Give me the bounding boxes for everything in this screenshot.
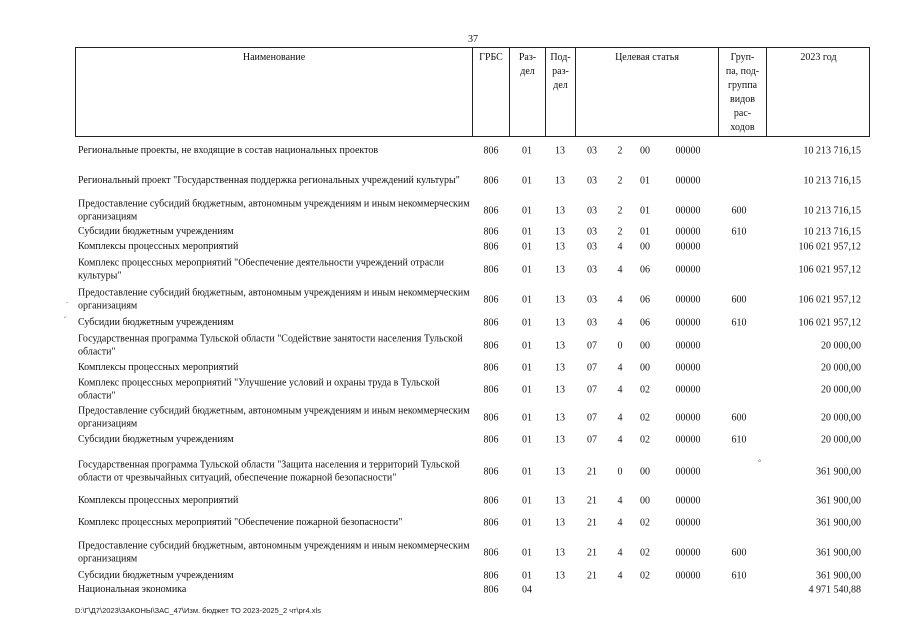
header-razdel: Раз- дел: [509, 48, 545, 136]
table-row: [0, 226, 905, 238]
cell-c2: 4: [617, 264, 623, 276]
row-name: Комплекс процессных мероприятий "Обеспечение деятельности учреждений отрасли культуры": [78, 257, 444, 281]
row-name: Комплексы процессных мероприятий: [78, 240, 239, 252]
cell-pr: 13: [555, 205, 565, 217]
cell-rz: 01: [522, 434, 532, 446]
file-path-footer: D:\Г\Д7\2023\ЗАКОНЫ\ЗАС_47\Изм. бюджет ТО 2023-2025_2 чт\рг4.xls: [75, 606, 321, 615]
cell-pr: 13: [555, 517, 565, 529]
table-row: [0, 405, 905, 431]
cell-rz: 01: [522, 294, 532, 306]
cell-grbs: 806: [483, 584, 499, 596]
cell-grbs: 806: [483, 384, 499, 396]
cell-rz: 01: [522, 466, 532, 478]
cell-amount: 20 000,00: [821, 384, 861, 396]
cell-c3: 00: [640, 362, 650, 374]
cell-grbs: 806: [483, 175, 499, 187]
cell-c3: 06: [640, 317, 650, 329]
cell-grbs: 806: [483, 145, 499, 157]
cell-rz: 01: [522, 264, 532, 276]
table-row: [0, 333, 905, 359]
cell-c4: 00000: [675, 466, 701, 478]
row-name: Предоставление субсидий бюджетным, автономным учреждениям и иным некоммерческим организациям: [78, 405, 470, 429]
header-expense-group: Груп- па, под- группа видов рас- ходов: [718, 48, 766, 136]
cell-pr: 13: [555, 340, 565, 352]
cell-c1: 21: [587, 547, 597, 559]
cell-amount: 361 900,00: [816, 547, 861, 559]
cell-c3: 02: [640, 547, 650, 559]
cell-grbs: 806: [483, 466, 499, 478]
cell-c4: 00000: [675, 362, 701, 374]
cell-c2: 4: [617, 412, 623, 424]
cell-grbs: 806: [483, 205, 499, 217]
cell-c1: 21: [587, 495, 597, 507]
cell-amount: 106 021 957,12: [798, 317, 861, 329]
header-year: 2023 год: [766, 48, 870, 136]
cell-c2: 4: [617, 570, 623, 582]
cell-grbs: 806: [483, 241, 499, 253]
table-row: [0, 144, 905, 158]
cell-vr: 600: [731, 205, 747, 217]
page-number: 37: [468, 34, 478, 45]
cell-c3: 00: [640, 495, 650, 507]
cell-c2: 4: [617, 241, 623, 253]
row-name: Региональный проект "Государственная поддержка региональных учреждений культуры": [78, 174, 460, 186]
cell-c2: 4: [617, 434, 623, 446]
cell-c4: 00000: [675, 226, 701, 238]
cell-c2: 2: [617, 145, 623, 157]
cell-pr: 13: [555, 466, 565, 478]
cell-amount: 20 000,00: [821, 340, 861, 352]
cell-c2: 0: [617, 466, 623, 478]
cell-amount: 20 000,00: [821, 412, 861, 424]
cell-pr: 13: [555, 362, 565, 374]
cell-amount: 4 971 540,88: [808, 584, 861, 596]
cell-c1: 03: [587, 241, 597, 253]
cell-pr: 13: [555, 241, 565, 253]
row-name: Государственная программа Тульской области "Содействие занятости населения Тульской области": [78, 333, 463, 357]
cell-grbs: 806: [483, 495, 499, 507]
cell-amount: 20 000,00: [821, 434, 861, 446]
row-name: Комплексы процессных мероприятий: [78, 361, 239, 373]
cell-c2: 4: [617, 517, 623, 529]
cell-c3: 00: [640, 466, 650, 478]
cell-amount: 106 021 957,12: [798, 241, 861, 253]
cell-pr: 13: [555, 570, 565, 582]
cell-vr: 610: [731, 434, 747, 446]
cell-c4: 00000: [675, 175, 701, 187]
cell-c2: 4: [617, 317, 623, 329]
cell-pr: 13: [555, 175, 565, 187]
cell-c4: 00000: [675, 495, 701, 507]
cell-c3: 00: [640, 145, 650, 157]
cell-amount: 10 213 716,15: [803, 205, 861, 217]
cell-grbs: 806: [483, 570, 499, 582]
cell-rz: 01: [522, 570, 532, 582]
cell-pr: 13: [555, 547, 565, 559]
row-name: Предоставление субсидий бюджетным, автономным учреждениям и иным некоммерческим организациям: [78, 287, 470, 311]
table-row: [0, 286, 905, 314]
cell-grbs: 806: [483, 294, 499, 306]
cell-vr: 610: [731, 226, 747, 238]
cell-c1: 03: [587, 264, 597, 276]
cell-grbs: 806: [483, 264, 499, 276]
table-row: [0, 513, 905, 533]
cell-amount: 20 000,00: [821, 362, 861, 374]
table-row: [0, 434, 905, 446]
row-name: Предоставление субсидий бюджетным, автономным учреждениям и иным некоммерческим организациям: [78, 198, 470, 222]
cell-rz: 01: [522, 205, 532, 217]
cell-vr: 600: [731, 412, 747, 424]
scan-dot: .: [66, 296, 68, 305]
cell-c4: 00000: [675, 340, 701, 352]
table-row: [0, 167, 905, 195]
cell-c2: 4: [617, 362, 623, 374]
cell-vr: 600: [731, 547, 747, 559]
cell-rz: 01: [522, 226, 532, 238]
cell-amount: 361 900,00: [816, 517, 861, 529]
row-name: Субсидии бюджетным учреждениям: [78, 433, 234, 445]
cell-c3: 06: [640, 294, 650, 306]
row-name: Субсидии бюджетным учреждениям: [78, 225, 234, 237]
cell-c4: 00000: [675, 517, 701, 529]
table-row: [0, 197, 905, 225]
cell-amount: 361 900,00: [816, 466, 861, 478]
cell-rz: 01: [522, 145, 532, 157]
cell-pr: 13: [555, 294, 565, 306]
cell-c3: 02: [640, 412, 650, 424]
cell-rz: 04: [522, 584, 532, 596]
cell-c1: 21: [587, 570, 597, 582]
cell-grbs: 806: [483, 362, 499, 374]
cell-amount: 106 021 957,12: [798, 294, 861, 306]
cell-c2: 2: [617, 226, 623, 238]
cell-c3: 02: [640, 570, 650, 582]
cell-amount: 106 021 957,12: [798, 264, 861, 276]
cell-vr: 600: [731, 294, 747, 306]
cell-grbs: 806: [483, 517, 499, 529]
scan-mark: ՛: [64, 316, 66, 325]
cell-c4: 00000: [675, 570, 701, 582]
cell-c4: 00000: [675, 547, 701, 559]
row-name: Субсидии бюджетным учреждениям: [78, 316, 234, 328]
cell-c4: 00000: [675, 412, 701, 424]
cell-rz: 01: [522, 340, 532, 352]
cell-c1: 07: [587, 412, 597, 424]
cell-pr: 13: [555, 384, 565, 396]
cell-grbs: 806: [483, 226, 499, 238]
cell-c1: 03: [587, 145, 597, 157]
cell-c1: 07: [587, 434, 597, 446]
cell-grbs: 806: [483, 547, 499, 559]
row-name: Государственная программа Тульской области "Защита населения и территорий Тульской области от чрезвычайных ситуаций, обеспечение пожарной безопасности": [78, 459, 460, 483]
table-row: [0, 362, 905, 374]
table-row: [0, 495, 905, 507]
cell-c1: 03: [587, 175, 597, 187]
cell-grbs: 806: [483, 412, 499, 424]
cell-rz: 01: [522, 495, 532, 507]
table-row: [0, 453, 905, 491]
cell-c3: 01: [640, 205, 650, 217]
cell-c1: 03: [587, 294, 597, 306]
header-podrazdel: Под- раз- дел: [545, 48, 575, 136]
cell-c4: 00000: [675, 205, 701, 217]
cell-c2: 0: [617, 340, 623, 352]
cell-c2: 4: [617, 495, 623, 507]
row-name: Предоставление субсидий бюджетным, автономным учреждениям и иным некоммерческим организациям: [78, 540, 470, 564]
cell-c2: 4: [617, 547, 623, 559]
cell-rz: 01: [522, 412, 532, 424]
cell-grbs: 806: [483, 340, 499, 352]
cell-amount: 10 213 716,15: [803, 175, 861, 187]
row-name: Субсидии бюджетным учреждениям: [78, 569, 234, 581]
table-row: [0, 570, 905, 582]
header-grbs: ГРБС: [472, 48, 509, 136]
cell-pr: 13: [555, 226, 565, 238]
cell-c4: 00000: [675, 317, 701, 329]
cell-pr: 13: [555, 264, 565, 276]
cell-rz: 01: [522, 175, 532, 187]
cell-c1: 21: [587, 466, 597, 478]
cell-c4: 00000: [675, 294, 701, 306]
cell-c3: 02: [640, 384, 650, 396]
cell-amount: 361 900,00: [816, 495, 861, 507]
table-row: [0, 584, 905, 596]
cell-c2: 2: [617, 205, 623, 217]
cell-c3: 00: [640, 340, 650, 352]
cell-rz: 01: [522, 241, 532, 253]
cell-pr: 13: [555, 412, 565, 424]
cell-c3: 01: [640, 226, 650, 238]
cell-c3: 00: [640, 241, 650, 253]
cell-c3: 06: [640, 264, 650, 276]
cell-pr: 13: [555, 495, 565, 507]
cell-c1: 03: [587, 205, 597, 217]
cell-c2: 4: [617, 384, 623, 396]
cell-amount: 10 213 716,15: [803, 226, 861, 238]
cell-c3: 02: [640, 434, 650, 446]
cell-grbs: 806: [483, 434, 499, 446]
cell-rz: 01: [522, 384, 532, 396]
table-row: [0, 377, 905, 403]
cell-c4: 00000: [675, 434, 701, 446]
cell-amount: 10 213 716,15: [803, 145, 861, 157]
row-name: Региональные проекты, не входящие в состав национальных проектов: [78, 144, 379, 156]
header-name: Наименование: [242, 52, 306, 63]
row-name: Национальная экономика: [78, 583, 187, 595]
cell-c2: 4: [617, 294, 623, 306]
cell-vr: 610: [731, 570, 747, 582]
cell-c1: 21: [587, 517, 597, 529]
cell-c4: 00000: [675, 264, 701, 276]
cell-c3: 02: [640, 517, 650, 529]
cell-pr: 13: [555, 317, 565, 329]
table-row: [0, 540, 905, 566]
table-row: [0, 241, 905, 253]
cell-c2: 2: [617, 175, 623, 187]
cell-c1: 07: [587, 362, 597, 374]
header-target-article: Целевая статья: [575, 48, 718, 136]
cell-vr: 610: [731, 317, 747, 329]
cell-c1: 03: [587, 226, 597, 238]
cell-pr: 13: [555, 145, 565, 157]
cell-c1: 03: [587, 317, 597, 329]
table-row: [0, 257, 905, 283]
cell-c4: 00000: [675, 241, 701, 253]
cell-rz: 01: [522, 517, 532, 529]
row-name: Комплексы процессных мероприятий: [78, 494, 239, 506]
cell-c1: 07: [587, 340, 597, 352]
cell-pr: 13: [555, 434, 565, 446]
cell-rz: 01: [522, 317, 532, 329]
cell-c4: 00000: [675, 145, 701, 157]
cell-c4: 00000: [675, 384, 701, 396]
row-name: Комплекс процессных мероприятий "Улучшение условий и охраны труда в Тульской области": [78, 377, 440, 401]
cell-c1: 07: [587, 384, 597, 396]
row-name: Комплекс процессных мероприятий "Обеспечение пожарной безопасности": [78, 516, 403, 528]
table-row: [0, 317, 905, 329]
cell-amount: 361 900,00: [816, 570, 861, 582]
cell-c3: 01: [640, 175, 650, 187]
cell-rz: 01: [522, 362, 532, 374]
cell-grbs: 806: [483, 317, 499, 329]
scan-circle: °: [758, 458, 762, 467]
cell-rz: 01: [522, 547, 532, 559]
